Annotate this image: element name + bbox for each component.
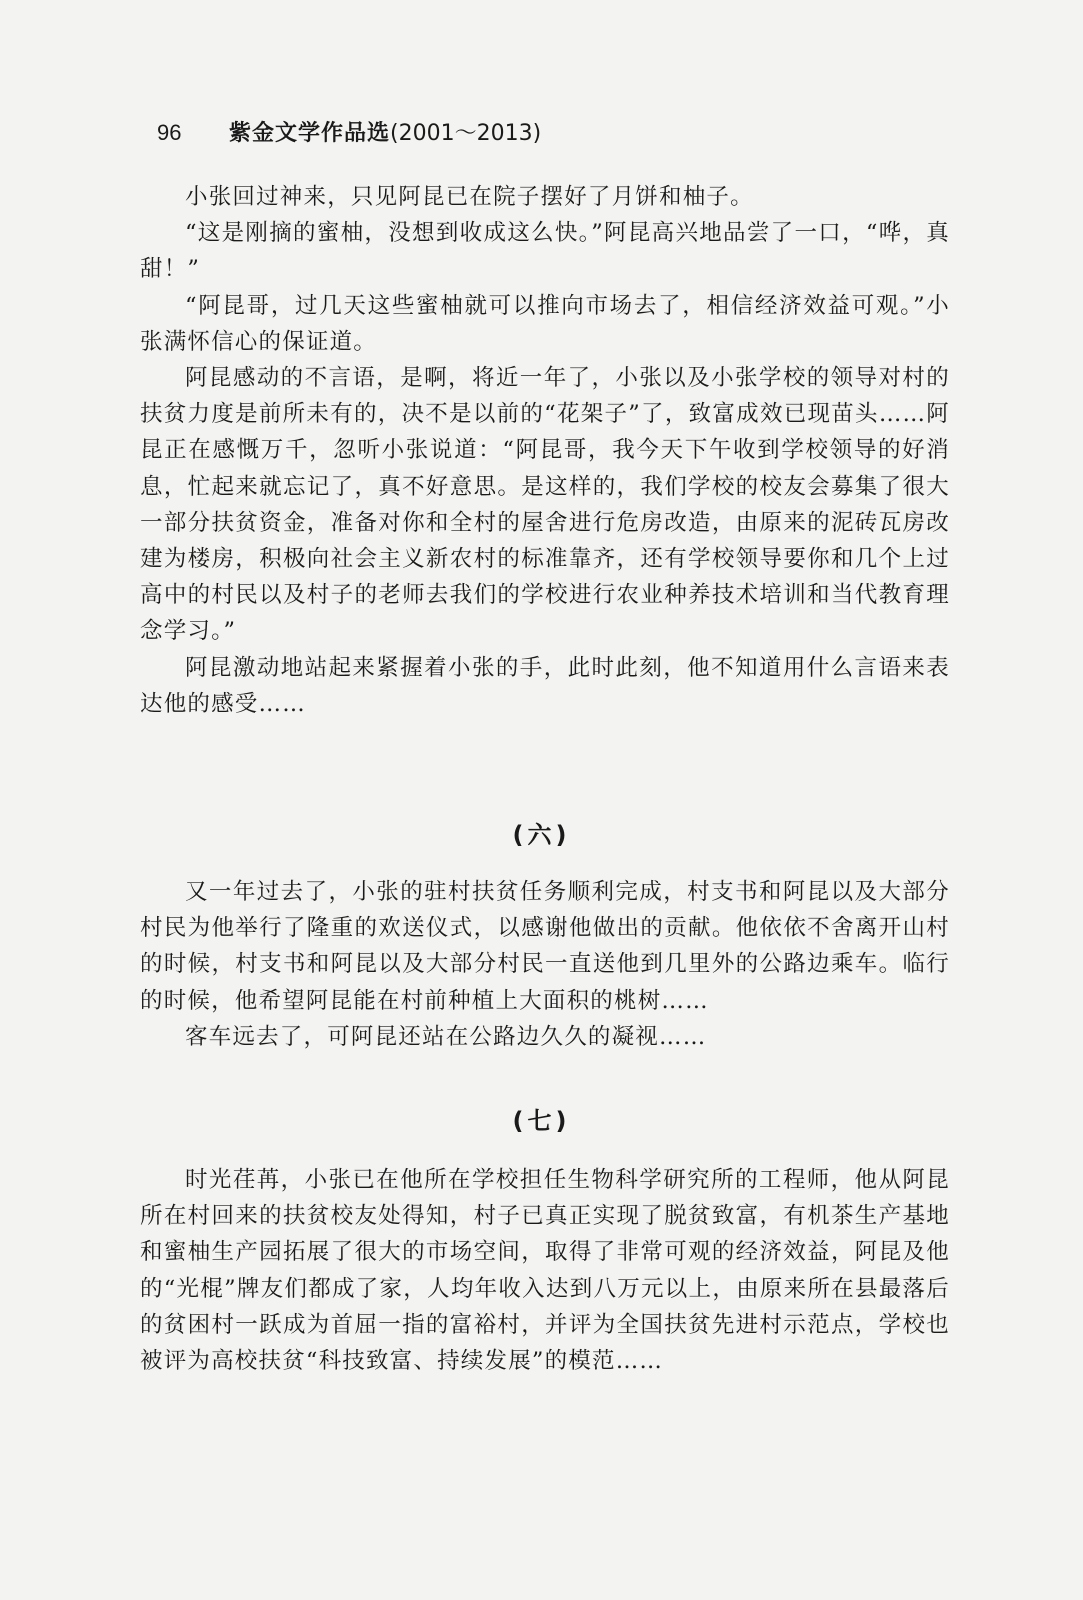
- text-block-part5-end: [140, 179, 950, 722]
- section-heading-six: (六): [512, 821, 571, 849]
- paragraph: 小张回过神来，只见阿昆已在院子摆好了月饼和柚子。: [185, 184, 754, 210]
- page-number: 96: [157, 120, 182, 145]
- paragraph: 客车远去了，可阿昆还站在公路边久久的凝视……: [185, 1023, 707, 1050]
- paragraph: “这是刚摘的蜜柚，没想到收成这么快。”阿昆高兴地品尝了一口，“哗，真甜！”: [140, 220, 950, 283]
- text-block-part6: [140, 874, 950, 1055]
- section-heading-seven: (七): [512, 1107, 571, 1135]
- running-header: [157, 120, 541, 147]
- paragraph: 又一年过去了，小张的驻村扶贫任务顺利完成，村支书和阿昆以及大部分村民为他举行了隆重的欢送仪式，以感谢他做出的贡献。他依依不舍离开山村的时候，村支书和阿昆以及大部分村民一直送他到几里外的公路边乘车。临行的时候，他希望阿昆能在村前种植上大面积的桃树……: [140, 879, 950, 1014]
- text-block-part7: [140, 1162, 950, 1379]
- paragraph: 时光荏苒，小张已在他所在学校担任生物科学研究所的工程师，他从阿昆所在村回来的扶贫校友处得知，村子已真正实现了脱贫致富，有机茶生产基地和蜜柚生产园拓展了很大的市场空间，取得了非常可观的经济效益，阿昆及他的“光棍”牌友们都成了家，人均年收入达到八万元以上，由原来所在县最落后的贫困村一跃成为首屈一指的富裕村，并评为全国扶贫先进村示范点，学校也被评为高校扶贫“科技致富、持续发展”的模范……: [140, 1167, 950, 1375]
- paragraph: “阿昆哥，过几天这些蜜柚就可以推向市场去了，相信经济效益可观。”小张满怀信心的保证道。: [140, 292, 950, 355]
- book-title: 紫金文学作品选: [229, 121, 391, 146]
- paragraph: 阿昆感动的不言语，是啊，将近一年了，小张以及小张学校的领导对村的扶贫力度是前所未有的，决不是以前的“花架子”了，致富成效已现苗头……阿昆正在感慨万千，忽听小张说道：“阿昆哥，我今天下午收到学校领导的好消息，忙起来就忘记了，真不好意思。是这样的，我们学校的校友会募集了很大一部分扶贫资金，准备对你和全村的屋舍进行危房改造，由原来的泥砖瓦房改建为楼房，积极向社会主义新农村的标准靠齐，还有学校领导要你和几个上过高中的村民以及村子的老师去我们的学校进行农业种养技术培训和当代教育理念学习。”: [140, 365, 950, 645]
- paragraph: 阿昆激动地站起来紧握着小张的手，此时此刻，他不知道用什么言语来表达他的感受……: [140, 654, 950, 717]
- book-years: (2001～2013): [390, 121, 542, 146]
